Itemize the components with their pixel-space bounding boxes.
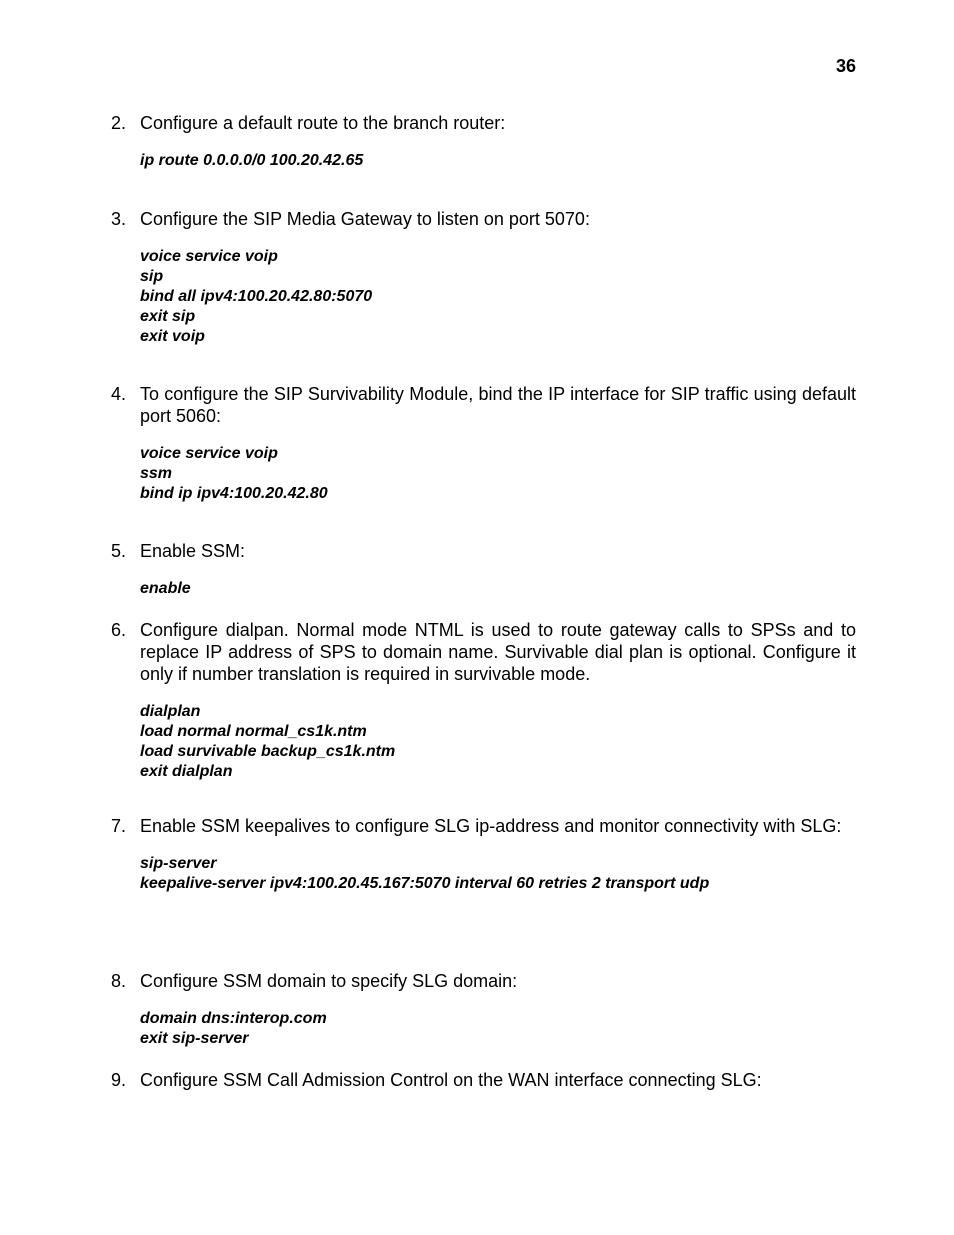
code-line: dialplan [140, 703, 201, 720]
code-line: voice service voip [140, 248, 278, 265]
list-item [111, 1069, 856, 1091]
code-line: bind ip ipv4:100.20.42.80 [140, 485, 328, 502]
code-line: load normal normal_cs1k.ntm [140, 723, 367, 740]
code-line: enable [140, 580, 191, 597]
code-line: domain dns:interop.com [140, 1010, 327, 1027]
step-text: Configure SSM domain to specify SLG domain: [140, 971, 518, 991]
code-line: voice service voip [140, 445, 278, 462]
code-line: load survivable backup_cs1k.ntm [140, 743, 396, 760]
page-number: 36 [835, 56, 856, 76]
step-number: 6. [111, 620, 127, 640]
list-item [111, 112, 856, 171]
step-number: 8. [111, 971, 127, 991]
code-line: bind all ipv4:100.20.42.80:5070 [140, 288, 373, 305]
code-block [140, 702, 856, 782]
step-number: 3. [111, 209, 127, 229]
code-block [140, 151, 856, 171]
list-item [111, 383, 856, 504]
step-text: Configure the SIP Media Gateway to listen on port 5070: [140, 209, 590, 229]
code-line: keepalive-server ipv4:100.20.45.167:5070 interval 60 retries 2 transport udp [140, 875, 710, 892]
step-number: 4. [111, 384, 127, 404]
code-line: exit sip [140, 308, 196, 325]
code-line: exit dialplan [140, 763, 233, 780]
step-text: To configure the SIP Survivability Module, bind the IP interface for SIP traffic using default port 5060: [140, 384, 856, 426]
code-line: exit sip-server [140, 1030, 249, 1047]
code-block [140, 1009, 856, 1049]
step-text: Configure SSM Call Admission Control on the WAN interface connecting SLG: [140, 1070, 762, 1090]
list-item [111, 619, 856, 782]
code-block [140, 247, 856, 347]
step-number: 5. [111, 541, 127, 561]
code-block [140, 579, 856, 599]
step-text: Enable SSM keepalives to configure SLG ip-address and monitor connectivity with SLG: [140, 816, 842, 836]
list-item [111, 208, 856, 347]
code-block [140, 854, 856, 894]
code-line: exit voip [140, 328, 205, 345]
step-text: Configure a default route to the branch router: [140, 113, 506, 133]
list-item [111, 970, 856, 1049]
list-item [111, 540, 856, 599]
list-item [111, 815, 856, 894]
code-line: sip [140, 268, 164, 285]
step-text: Configure dialpan. Normal mode NTML is used to route gateway calls to SPSs and to replace IP address of SPS to domain name. Survivable dial plan is optional. Configure it only if number translation is required in survivable mode. [140, 620, 856, 684]
step-number: 9. [111, 1070, 127, 1090]
step-number: 2. [111, 113, 127, 133]
code-line: ssm [140, 465, 173, 482]
step-number: 7. [111, 816, 127, 836]
code-block [140, 444, 856, 504]
code-line: sip-server [140, 855, 217, 872]
step-text: Enable SSM: [140, 541, 246, 561]
code-line: ip route 0.0.0.0/0 100.20.42.65 [140, 152, 364, 169]
